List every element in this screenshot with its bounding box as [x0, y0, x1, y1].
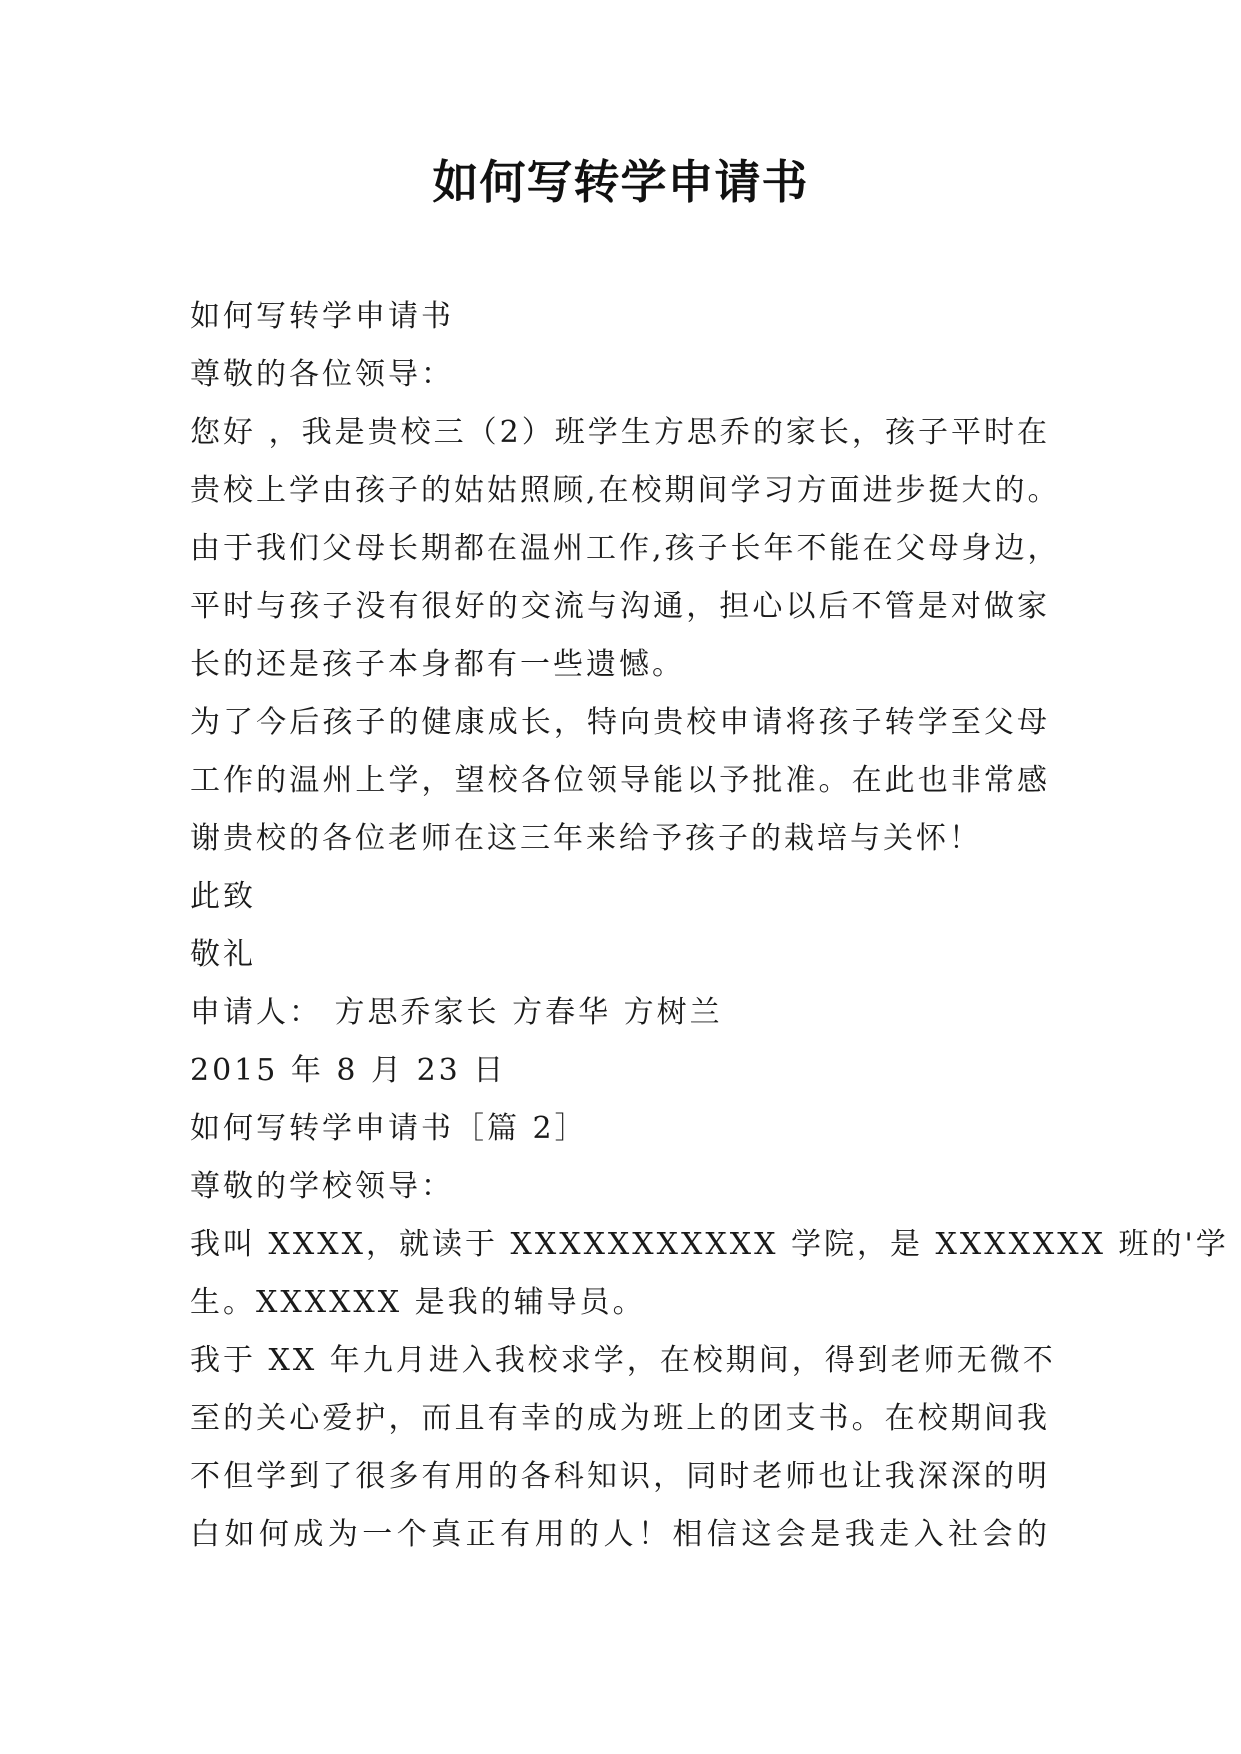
text-line: 2015 年 8 月 23 日 [190, 1053, 507, 1088]
text-line: 您好 ，我是贵校三（2）班学生方思乔的家长，孩子平时在 [190, 415, 1050, 450]
text-line: 不但学到了很多有用的各科知识，同时老师也让我深深的明 [190, 1459, 1050, 1494]
text-line: 平时与孩子没有很好的交流与沟通，担心以后不管是对做家 [190, 589, 1050, 624]
text-line: 生。XXXXXX 是我的辅导员。 [190, 1285, 646, 1320]
text-line: 为了今后孩子的健康成长，特向贵校申请将孩子转学至父母 [190, 705, 1050, 740]
document-title: 如何写转学申请书 [432, 155, 809, 209]
text-line: 如何写转学申请书［篇 2］ [190, 1111, 588, 1146]
text-line: 由于我们父母长期都在温州工作,孩子长年不能在父母身边， [190, 531, 1061, 566]
text-line: 尊敬的各位领导： [190, 357, 454, 392]
text-line: 敬礼 [190, 937, 256, 972]
text-line: 尊敬的学校领导： [190, 1169, 454, 1204]
text-line: 申请人： 方思乔家长 方春华 方树兰 [190, 995, 723, 1030]
text-line: 如何写转学申请书 [190, 299, 454, 334]
text-line: 我叫 XXXX，就读于 XXXXXXXXXXX 学院，是 XXXXXXX 班的'学 [190, 1227, 1229, 1262]
text-line: 工作的温州上学，望校各位领导能以予批准。在此也非常感 [190, 763, 1050, 798]
text-line: 此致 [190, 879, 256, 914]
text-line: 我于 XX 年九月进入我校求学，在校期间，得到老师无微不 [190, 1343, 1056, 1378]
text-line: 长的还是孩子本身都有一些遗憾。 [190, 647, 685, 682]
text-line: 至的关心爱护，而且有幸的成为班上的团支书。在校期间我 [190, 1401, 1050, 1436]
document-body [190, 288, 1229, 1564]
text-line: 白如何成为一个真正有用的人！相信这会是我走入社会的 [190, 1517, 1050, 1552]
text-line: 谢贵校的各位老师在这三年来给予孩子的栽培与关怀！ [190, 821, 982, 856]
text-line: 贵校上学由孩子的姑姑照顾,在校期间学习方面进步挺大的。 [190, 473, 1061, 508]
